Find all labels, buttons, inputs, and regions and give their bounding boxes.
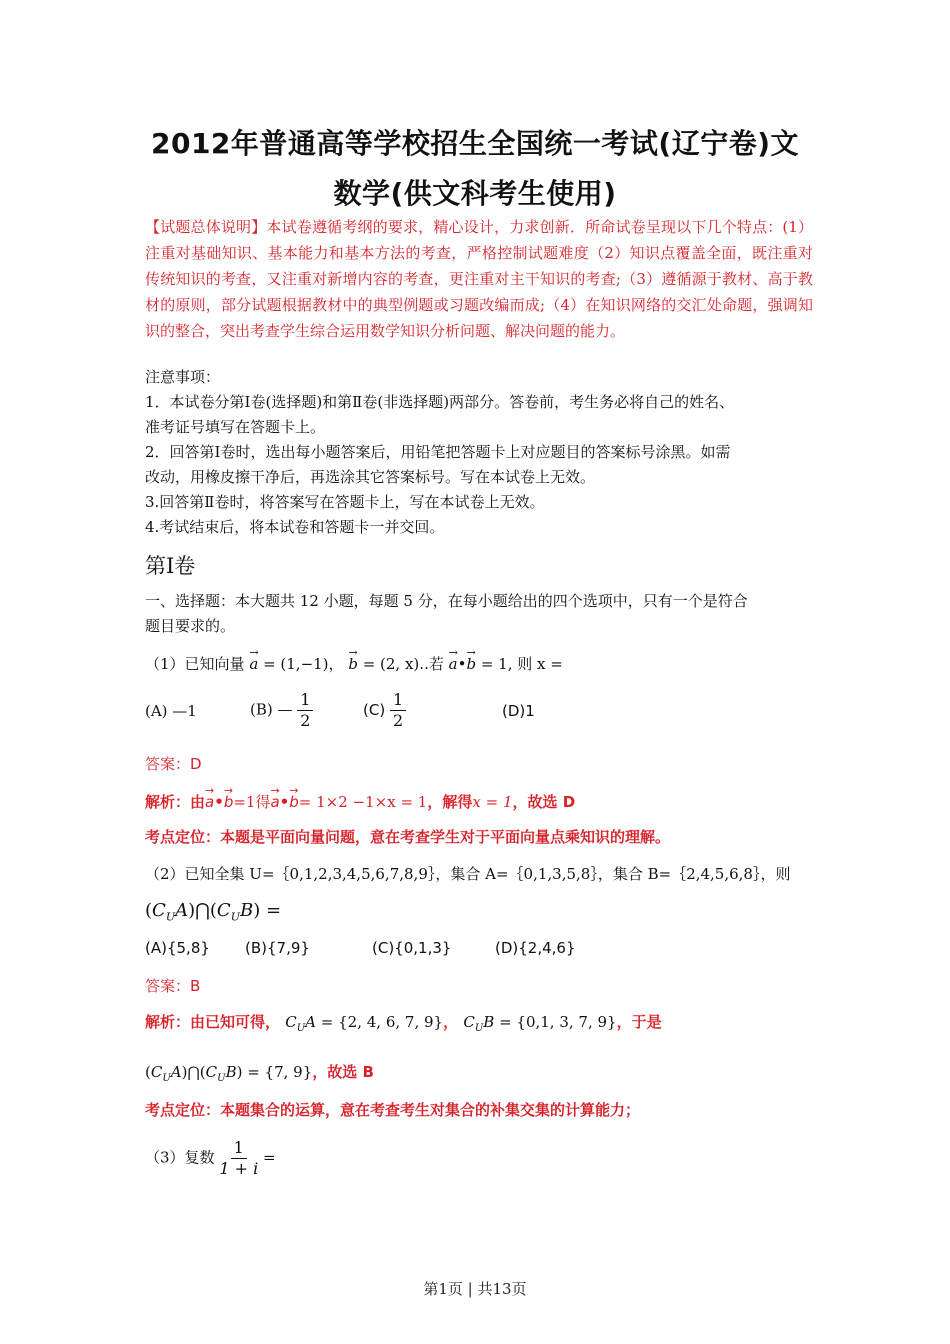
vector-a: → a bbox=[449, 652, 458, 677]
q1-option-a: (A) —1 bbox=[145, 702, 197, 720]
page-subtitle: 数学(供文科考生使用) bbox=[333, 177, 617, 210]
q1-analysis: 解析：由→ a•→ b=1得→ a•→ b= 1×2 −1×x = 1，解得x = 1，故选 D bbox=[145, 790, 575, 815]
page-title: 2012年普通高等学校招生全国统一考试(辽宁卷)文 bbox=[150, 127, 800, 160]
q3-prefix: （3）复数 bbox=[145, 1148, 215, 1167]
q2-option-b: (B){7,9} bbox=[245, 939, 310, 957]
q2-option-d: (D){2,4,6} bbox=[495, 939, 576, 957]
fraction: $\frac{1}{2}$ bbox=[297, 690, 313, 731]
q2-analysis: 解析：由已知可得， $C_UA = \{2$, 4, 6, 7, 9}， $C_UB = \{0,1$, 3, 7, 9}，于是 bbox=[145, 1013, 662, 1034]
q1-option-c-label: (C) bbox=[363, 701, 386, 719]
vector-a: → a bbox=[249, 652, 258, 677]
q1-a-eq: = (1,−1) bbox=[263, 655, 329, 673]
q2-point: 考点定位：本题集合的运算，意在考查考生对集合的补集交集的计算能力； bbox=[145, 1101, 641, 1119]
note-3: 3.回答第Ⅱ卷时，将答案写在答题卡上，写在本试卷上无效。 bbox=[145, 493, 545, 511]
q2-option-c: (C){0,1,3} bbox=[372, 939, 452, 957]
q1-option-b bbox=[250, 690, 313, 731]
notes-heading: 注意事项： bbox=[145, 368, 221, 386]
q1-b-eq: = (2, x) bbox=[362, 655, 420, 673]
q2-option-a: (A){5,8} bbox=[145, 939, 210, 957]
q2-answer: 答案：B bbox=[145, 977, 201, 995]
note-4: 4.考试结束后，将本试卷和答题卡一并交回。 bbox=[145, 518, 445, 536]
q2-result: $(C_UA)⋂(C_UB) = \{7$, 9}，故选 B bbox=[145, 1063, 374, 1084]
fraction: $\frac{1}{2}$ bbox=[390, 690, 406, 731]
q2-expression: $(C_UA)⋂(C_UB)$ = bbox=[145, 900, 282, 924]
section-title: 第Ⅰ卷 bbox=[145, 554, 196, 578]
vector-b: → b bbox=[466, 652, 476, 677]
q1-mid: ..若 bbox=[419, 655, 444, 673]
q3-stem: （3）复数 $\frac{1}{1 + i}$ = bbox=[145, 1138, 276, 1178]
q2-stem: （2）已知全集 U=｛0,1,2,3,4,5,6,7,8,9｝，集合 A=｛0,1,3,5,8｝，集合 B=｛2,4,5,6,8｝，则 bbox=[145, 865, 791, 883]
vector-b: → b bbox=[348, 652, 358, 677]
page-footer: 第1页 | 共13页 bbox=[423, 1280, 527, 1298]
q1-option-b-label: (B) — bbox=[250, 700, 293, 719]
q1-stem: （1）已知向量 → a = (1,−1)， → b = (2, x)..若 → a•→ b = 1, 则 x = bbox=[145, 652, 563, 677]
q1-answer: 答案：D bbox=[145, 755, 202, 773]
note-1a: 1．本试卷分第Ⅰ卷(选择题)和第Ⅱ卷(非选择题)两部分。答卷前，考生务必将自己的姓名、 bbox=[145, 393, 735, 411]
q1-point: 考点定位：本题是平面向量问题，意在考查学生对于平面向量点乘知识的理解。 bbox=[145, 828, 671, 846]
q1-prefix: （1）已知向量 bbox=[145, 655, 245, 673]
part1-intro-b: 题目要求的。 bbox=[145, 617, 236, 635]
q1-option-d: (D)1 bbox=[502, 702, 535, 720]
overall-description: 【试题总体说明】本试卷遵循考纲的要求，精心设计，力求创新．所命试卷呈现以下几个特点：(1）注重对基础知识、基本能力和基本方法的考查，严格控制试题难度（2）知识点覆盖全面，既注重对传统知识的考查，又注重对新增内容的考查，更注重对主干知识的考查;（3）遵循源于教材、高于教材的原则，部分试题根据教材中的典型例题或习题改编而成;（4）在知识网络的交汇处命题，强调知识的整合，突出考查学生综合运用数学知识分析问题、解决问题的能力。 bbox=[145, 218, 813, 340]
q1-dot-eq: = 1 bbox=[480, 655, 508, 673]
fraction: $\frac{1}{1 + i}$ bbox=[219, 1138, 259, 1178]
note-2b: 改动，用橡皮擦干净后，再选涂其它答案标号。写在本试卷上无效。 bbox=[145, 468, 596, 486]
note-2a: 2．回答第Ⅰ卷时，选出每小题答案后，用铅笔把答题卡上对应题目的答案标号涂黑。如需 bbox=[145, 443, 731, 461]
note-1b: 准考证号填写在答题卡上。 bbox=[145, 418, 326, 436]
q1-option-c bbox=[363, 690, 406, 731]
part1-intro-a: 一、选择题：本大题共 12 小题，每题 5 分，在每小题给出的四个选项中，只有一个是符合 bbox=[145, 592, 748, 610]
q1-tail: , 则 x = bbox=[507, 655, 563, 673]
